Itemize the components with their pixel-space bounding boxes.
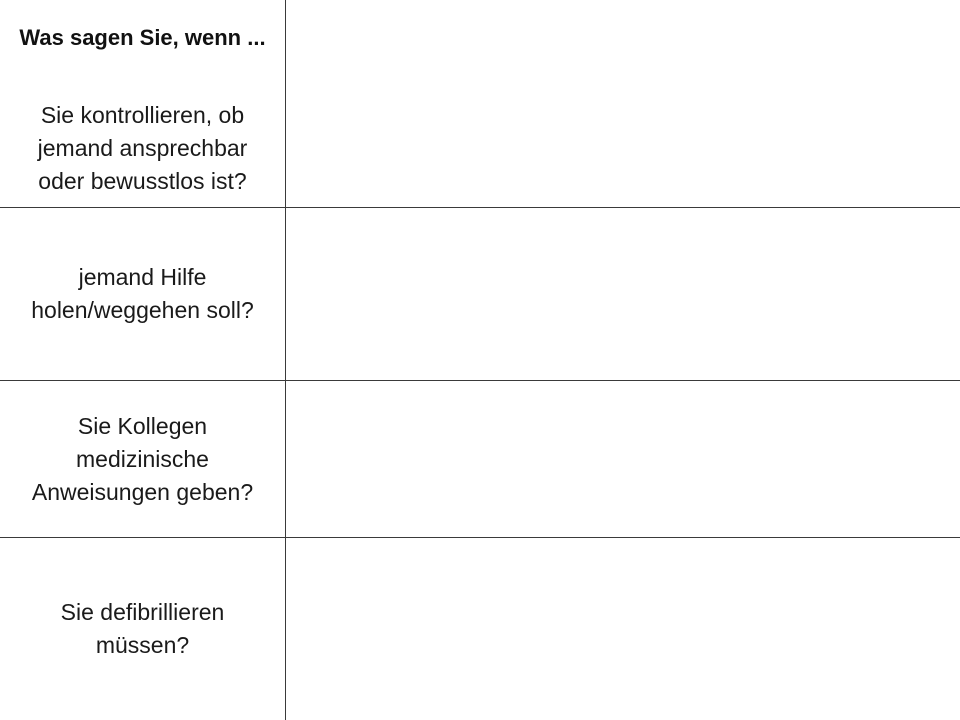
answer-cell[interactable] <box>286 381 960 537</box>
table-row <box>0 208 960 380</box>
question-cell <box>0 538 285 720</box>
question-text: Sie Kollegen medizinische Anweisungen geben? <box>31 412 254 505</box>
question-text: Sie kontrollieren, ob jemand ansprechbar oder bewusstlos ist? <box>37 101 248 194</box>
table-row <box>0 0 960 207</box>
worksheet-header: Was sagen Sie, wenn ... <box>19 25 266 50</box>
question-cell <box>0 96 285 200</box>
question-text: jemand Hilfe holen/weggehen soll? <box>31 264 254 323</box>
answer-cell[interactable] <box>286 538 960 720</box>
table-row <box>0 538 960 720</box>
question-text: Sie defibrillieren müssen? <box>60 599 225 658</box>
table-row <box>0 381 960 537</box>
question-cell <box>0 381 285 537</box>
answer-cell[interactable] <box>286 0 960 207</box>
question-cell <box>0 208 285 380</box>
answer-cell[interactable] <box>286 208 960 380</box>
